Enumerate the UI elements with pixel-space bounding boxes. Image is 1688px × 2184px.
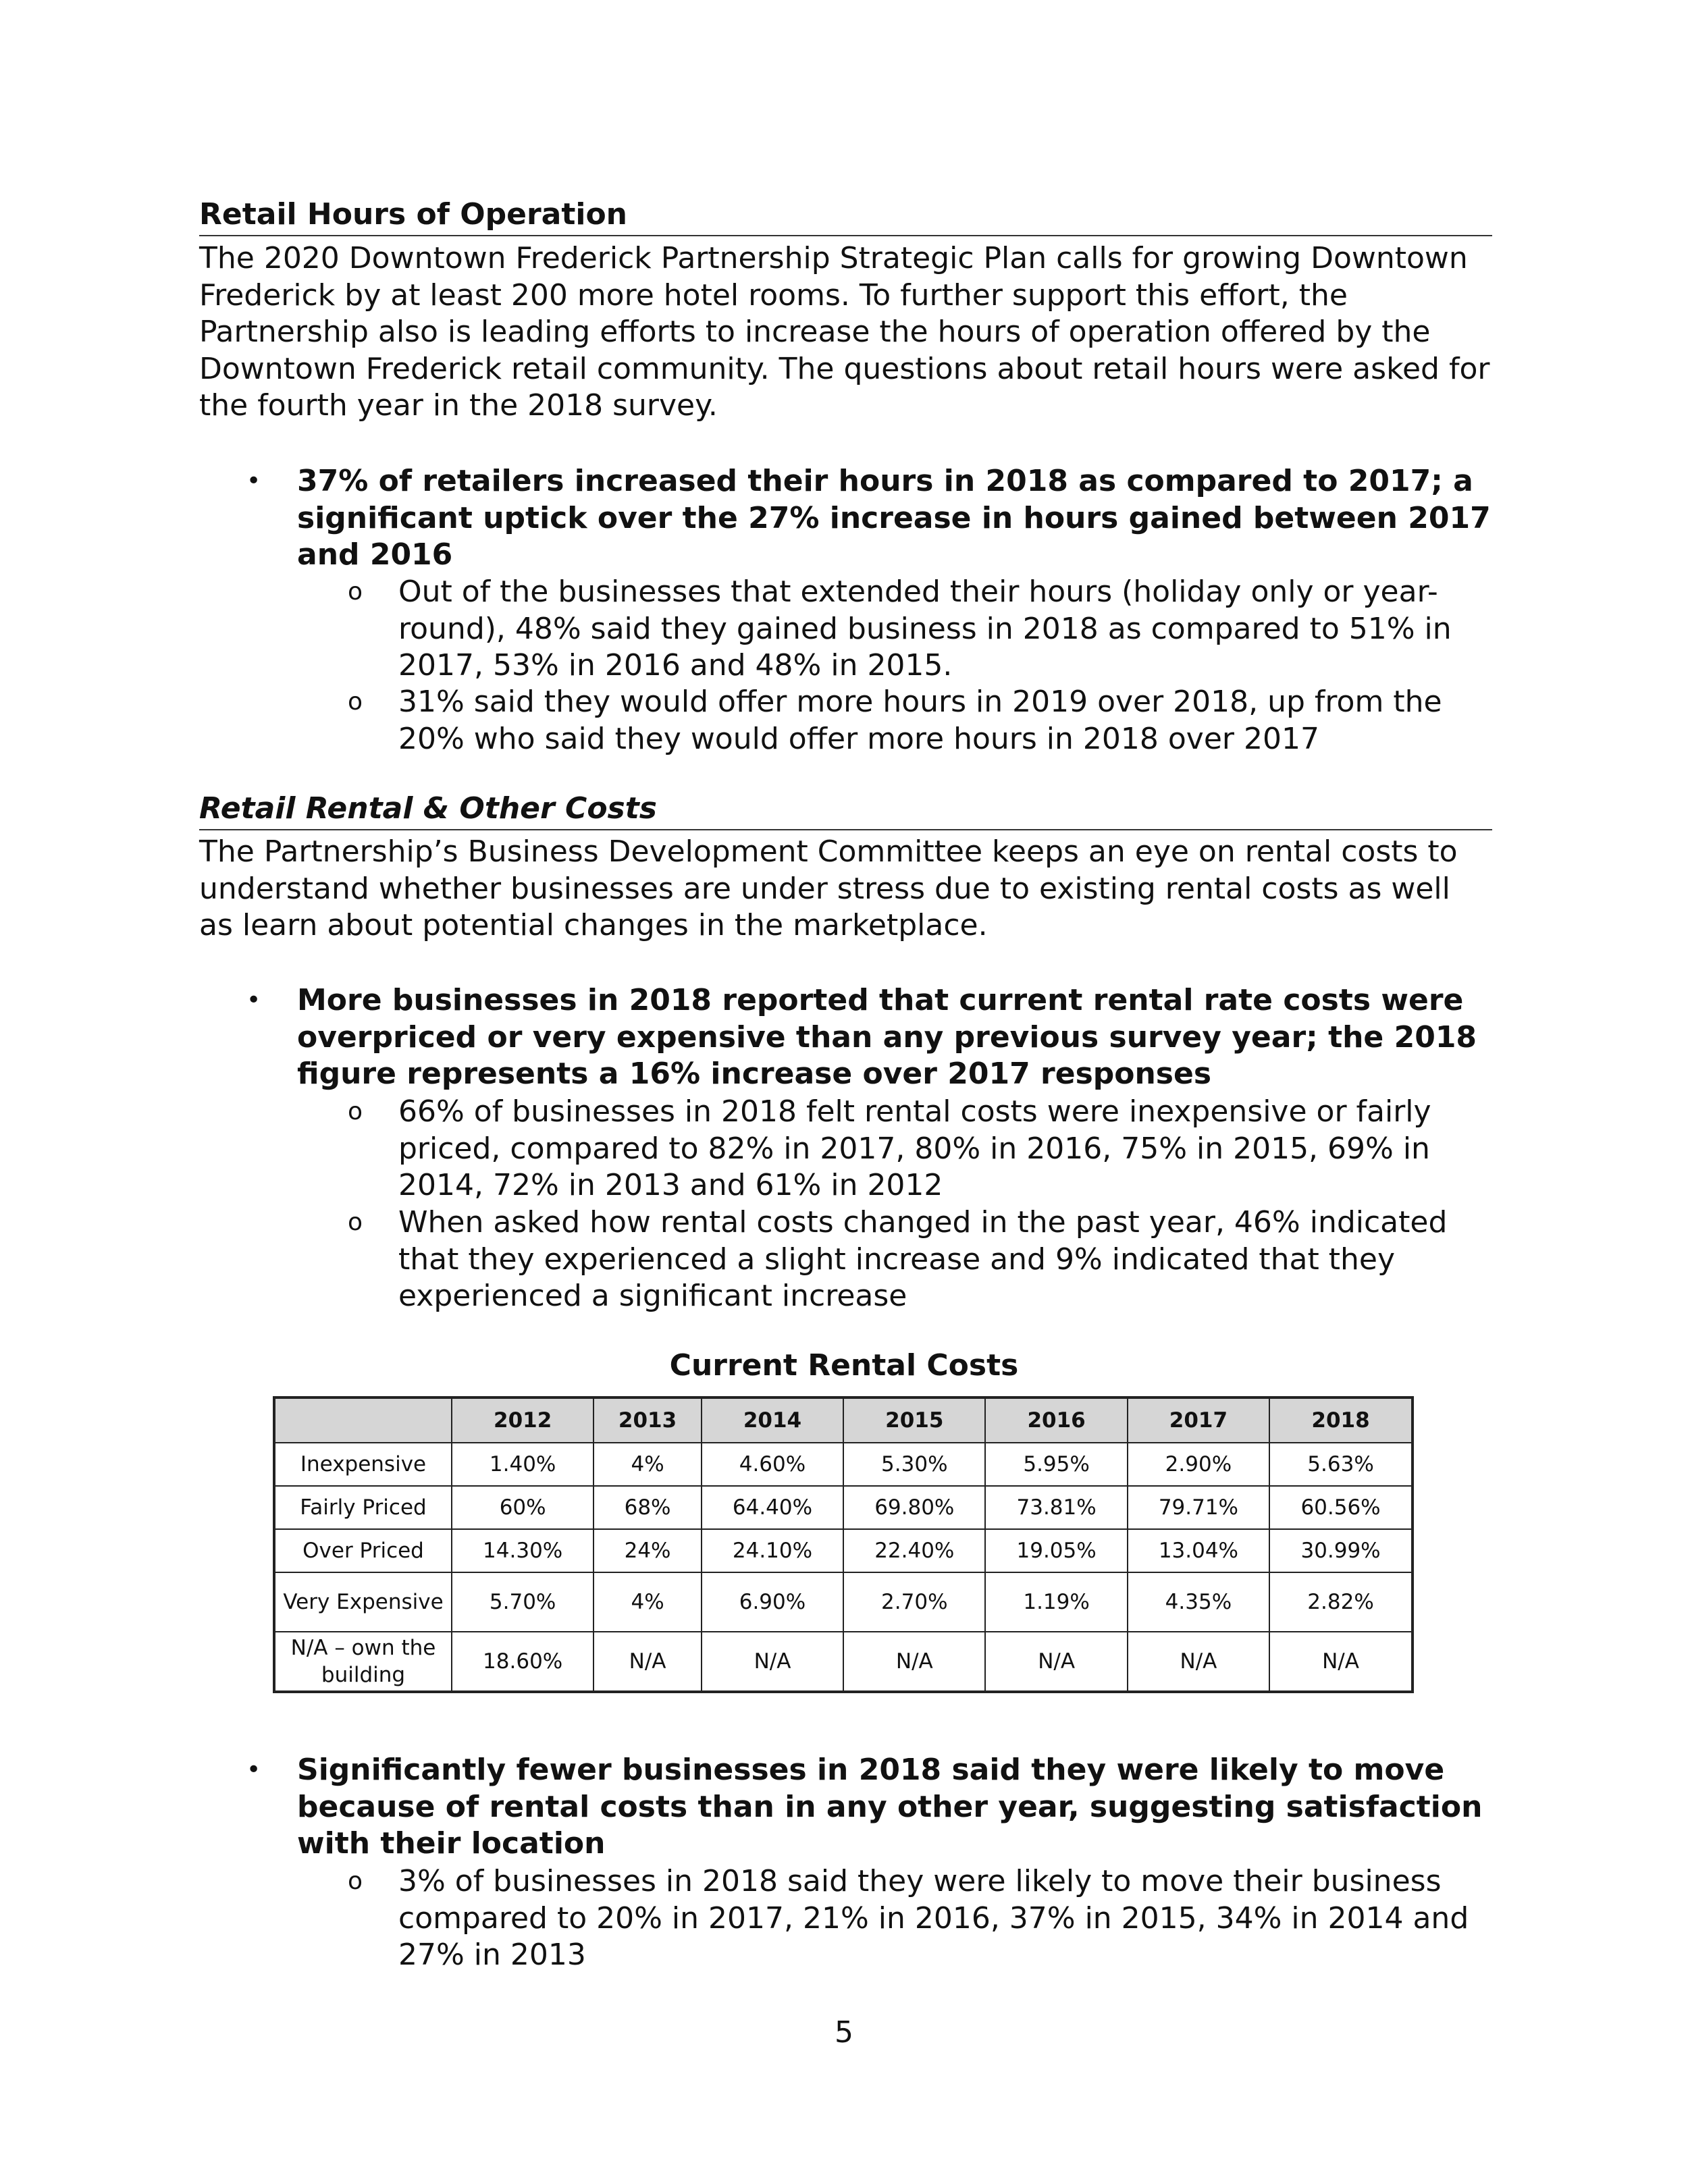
table-cell: N/A — [1269, 1632, 1413, 1692]
table-cell: 5.63% — [1269, 1443, 1413, 1486]
row-label: Fairly Priced — [274, 1486, 452, 1529]
table-cell: 68% — [594, 1486, 702, 1529]
bullet-text: More businesses in 2018 reported that current rental rate costs were overpriced or very expensive than any previous survey year; the 2018 figure represents a 16% increase over 2017 responses — [297, 983, 1477, 1091]
table-cell: 14.30% — [452, 1529, 594, 1572]
sub-bullet-icon: o — [348, 688, 363, 716]
year-header: 2015 — [843, 1397, 985, 1443]
sub-bullet — [348, 1094, 1499, 1204]
table-cell: 18.60% — [452, 1632, 594, 1692]
row-label: Very Expensive — [274, 1572, 452, 1632]
table-row — [274, 1486, 1413, 1529]
sub-bullet-text: When asked how rental costs changed in the past year, 46% indicated that they experienced a slight increase and 9% indicated that they experienced a significant increase — [398, 1205, 1448, 1313]
table-cell: 5.95% — [985, 1443, 1127, 1486]
bullet-text: Significantly fewer businesses in 2018 said they were likely to move because of rental costs than in any other year, suggesting satisfaction with their location — [297, 1753, 1483, 1861]
table-cell: 2.90% — [1128, 1443, 1269, 1486]
sub-bullet-icon: o — [348, 578, 363, 606]
table-cell: 64.40% — [702, 1486, 843, 1529]
bullet-icon: • — [246, 467, 261, 495]
year-header: 2012 — [452, 1397, 594, 1443]
bullet-text: 37% of retailers increased their hours in 2018 as compared to 2017; a significant uptick over the 27% increase in hours gained between 2017 and 2016 — [297, 464, 1491, 572]
year-header: 2013 — [594, 1397, 702, 1443]
table-cell: 13.04% — [1128, 1529, 1269, 1572]
bullet-likely-to-move — [246, 1752, 1499, 1863]
bullet-rental-costs — [246, 982, 1499, 1093]
sub-bullet — [348, 1863, 1499, 1974]
table-cell: 22.40% — [843, 1529, 985, 1572]
row-label: N/A – own the building — [274, 1632, 452, 1692]
sub-bullet-icon: o — [348, 1867, 363, 1895]
table-cell: 4% — [594, 1443, 702, 1486]
sub-bullet-text: 3% of businesses in 2018 said they were likely to move their business compared to 20% in 2017, 21% in 2016, 37% in 2015, 34% in 2014 and 27% in 2013 — [398, 1864, 1469, 1972]
paragraph-retail-hours: The 2020 Downtown Frederick Partnership Strategic Plan calls for growing Downtown Frederick by at least 200 more hotel rooms. To further support this effort, the Partnership also is leading efforts to increase the hours of operation offered by the Downtown Frederick retail community. The questions about retail hours were asked for the fourth year in the 2018 survey. — [199, 241, 1490, 423]
table-corner-cell — [274, 1397, 452, 1443]
table-cell: 1.19% — [985, 1572, 1127, 1632]
table-row — [274, 1572, 1413, 1632]
table-cell: N/A — [1128, 1632, 1269, 1692]
table-cell: 69.80% — [843, 1486, 985, 1529]
table-cell: 79.71% — [1128, 1486, 1269, 1529]
table-cell: 5.70% — [452, 1572, 594, 1632]
sub-bullet — [348, 1204, 1499, 1315]
table-cell: 1.40% — [452, 1443, 594, 1486]
table-cell: 4% — [594, 1572, 702, 1632]
year-header: 2016 — [985, 1397, 1127, 1443]
sub-bullet-text: 66% of businesses in 2018 felt rental costs were inexpensive or fairly priced, compared to 82% in 2017, 80% in 2016, 75% in 2015, 69% in 2014, 72% in 2013 and 61% in 2012 — [398, 1094, 1431, 1202]
year-header: 2018 — [1269, 1397, 1413, 1443]
table-cell: N/A — [702, 1632, 843, 1692]
table-cell: 60% — [452, 1486, 594, 1529]
bullet-icon: • — [246, 1756, 261, 1784]
table-cell: 24.10% — [702, 1529, 843, 1572]
sub-bullet — [348, 684, 1499, 757]
table-cell: 24% — [594, 1529, 702, 1572]
table-cell: 2.70% — [843, 1572, 985, 1632]
table-cell: N/A — [594, 1632, 702, 1692]
table-title: Current Rental Costs — [669, 1348, 1019, 1383]
table-cell: N/A — [843, 1632, 985, 1692]
row-label: Inexpensive — [274, 1443, 452, 1486]
sub-bullet-text: 31% said they would offer more hours in 2019 over 2018, up from the 20% who said they would offer more hours in 2018 over 2017 — [398, 685, 1442, 756]
table-cell: 4.60% — [702, 1443, 843, 1486]
year-header: 2014 — [702, 1397, 843, 1443]
table-cell: 2.82% — [1269, 1572, 1413, 1632]
table-cell: 5.30% — [843, 1443, 985, 1486]
page-number: 5 — [835, 2015, 853, 2050]
table-cell: N/A — [985, 1632, 1127, 1692]
table-row — [274, 1529, 1413, 1572]
sub-bullet-icon: o — [348, 1208, 363, 1236]
table-cell: 6.90% — [702, 1572, 843, 1632]
rental-costs-table — [273, 1396, 1414, 1693]
table-cell: 73.81% — [985, 1486, 1127, 1529]
table-cell: 4.35% — [1128, 1572, 1269, 1632]
bullet-retail-hours — [246, 463, 1499, 574]
table-cell: 30.99% — [1269, 1529, 1413, 1572]
heading-retail-hours: Retail Hours of Operation — [199, 196, 1492, 236]
table-cell: 19.05% — [985, 1529, 1127, 1572]
table-row — [274, 1632, 1413, 1692]
sub-bullet-text: Out of the businesses that extended their hours (holiday only or year-round), 48% said they gained business in 2018 as compared to 51% in 2017, 53% in 2016 and 48% in 2015. — [398, 575, 1452, 683]
row-label: Over Priced — [274, 1529, 452, 1572]
paragraph-rental-costs: The Partnership’s Business Development Committee keeps an eye on rental costs to understand whether businesses are under stress due to existing rental costs as well as learn about potential changes in the marketplace. — [199, 834, 1458, 942]
table-row — [274, 1443, 1413, 1486]
sub-bullet-icon: o — [348, 1098, 363, 1125]
year-header: 2017 — [1128, 1397, 1269, 1443]
sub-bullet — [348, 574, 1499, 685]
heading-rental-costs: Retail Rental & Other Costs — [199, 790, 1492, 830]
table-header-row — [274, 1397, 1413, 1443]
table-cell: 60.56% — [1269, 1486, 1413, 1529]
bullet-icon: • — [246, 986, 261, 1014]
